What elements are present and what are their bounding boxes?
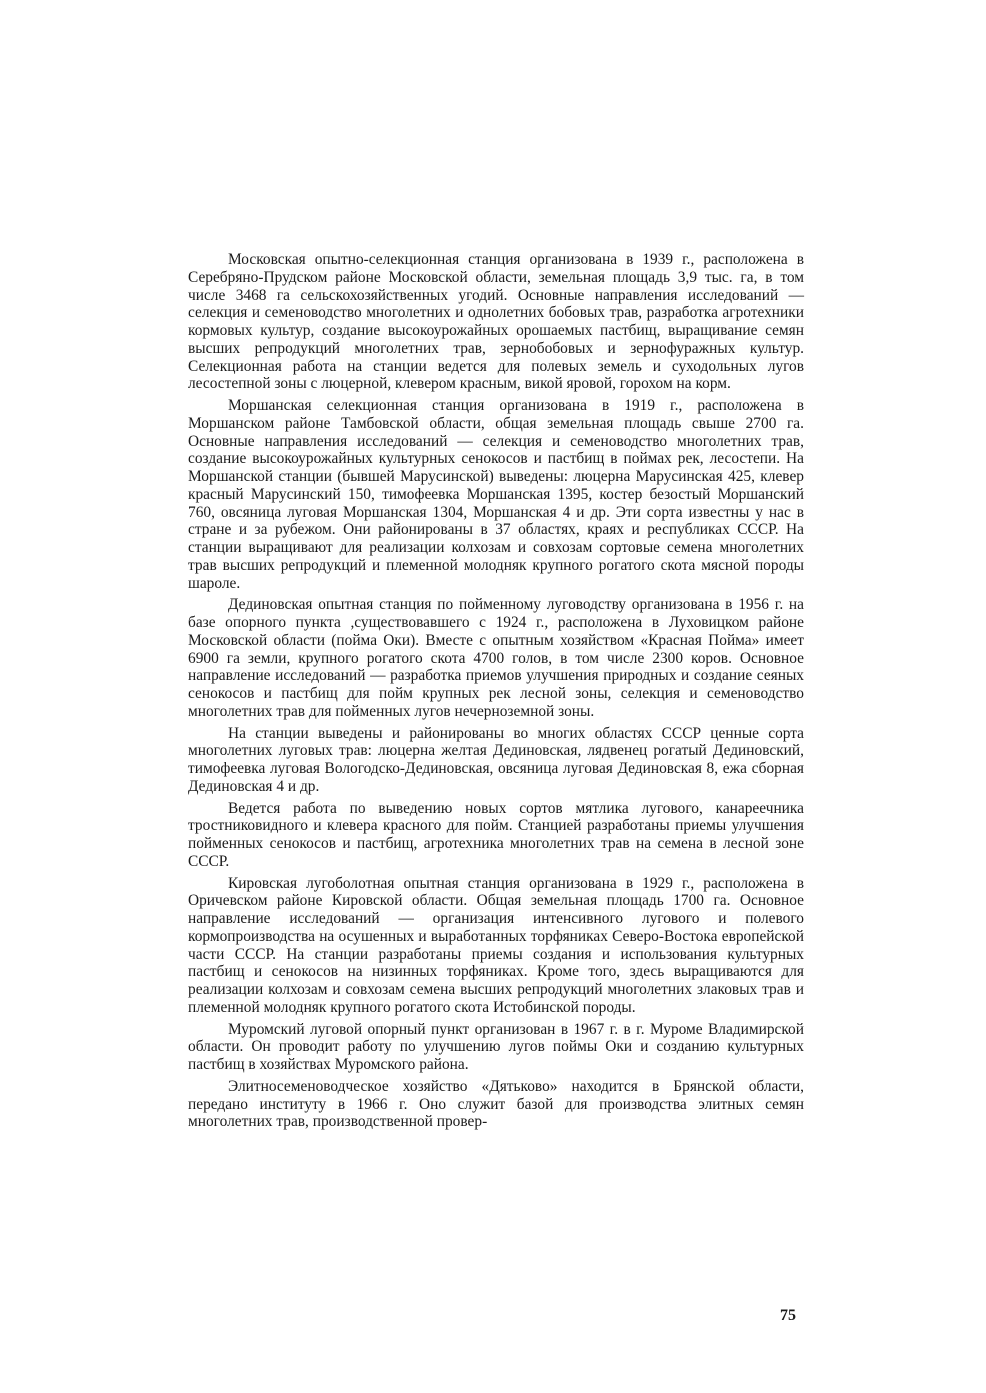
paragraph-dedinovo-station: Дединовская опытная станция по пойменному луговодству организована в 1956 г. на базе опорного пункта ,существовавшего с 1924 г., расположена в Луховицком районе Московской области (пойма Оки). Вместе с опытным хозяйством «Красная Пойма» имеет 6900 га земли, крупного рогатого скота 4700 голов, в том числе 2300 коров. Основное направление исследований — разработка приемов улучшения природных и создание сеяных сенокосов и пастбищ для пойм крупных рек лесной зоны, селекция и семеноводство многолетних трав для пойменных лугов нечерноземной зоны. — [188, 596, 804, 720]
paragraph-morshansk-station: Моршанская селекционная станция организована в 1919 г., расположена в Моршанском районе Тамбовской области, общая земельная площадь свыше 2700 га. Основные направления исследований — селекция и семеноводство многолетних трав, создание высокоурожайных культурных сенокосов и пастбищ в поймах рек, лесостепи. На Моршанской станции (бывшей Марусинской) выведены: люцерна Марусинская 425, клевер красный Марусинский 150, тимофеевка Моршанская 1395, костер безостый Моршанский 760, овсяница луговая Моршанская 1304, Моршанская 4 и др. Эти сорта известны у нас в стране и за рубежом. Они районированы в 37 областях, краях и республиках СССР. На станции выращивают для реализации колхозам и совхозам сортовые семена многолетних трав высших репродукций и племенной молодняк крупного рогатого скота мясной породы шароле. — [188, 397, 804, 592]
paragraph-murom-point: Муромский луговой опорный пункт организован в 1967 г. в г. Муроме Владимирской области. Он проводит работу по улучшению лугов поймы Оки и созданию культурных пастбищ в хозяйствах Муромского района. — [188, 1020, 804, 1073]
paragraph-kirov-station: Кировская лугоболотная опытная станция организована в 1929 г., расположена в Оричевском районе Кировской области. Общая земельная площадь 1700 га. Основное направление исследований — организация интенсивного лугового и полевого кормопроизводства на осушенных и выработанных торфяниках Северо-Востока европейской части СССР. На станции разработаны приемы создания и использования культурных пастбищ и сенокосов на низинных торфяниках. Кроме того, здесь выращиваются для реализации колхозам и совхозам семена высших репродукций многолетних злаковых трав и племенной молодняк крупного рогатого скота Истобинской породы. — [188, 874, 804, 1016]
page-number: 75 — [780, 1307, 796, 1324]
paragraph-dyatkovo-farm: Элитносеменоводческое хозяйство «Дятьково» находится в Брянской области, передано институту в 1966 г. Оно служит базой для производства элитных семян многолетних трав, производственной провер- — [188, 1077, 804, 1131]
paragraph-moscow-station: Московская опытно-селекционная станция организована в 1939 г., расположена в Серебряно-Прудском районе Московской области, земельная площадь 3,9 тыс. га, в том числе 3468 га сельскохозяйственных угодий. Основные направления исследований — селекция и семеноводство многолетних и однолетних бобовых трав, разработка агротехники кормовых культур, создание высокоурожайных орошаемых пастбищ, выращивание семян высших репродукций многолетних трав, зернобобовых и зернофуражных культур. Селекционная работа на станции ведется для полевых земель и суходольных лугов лесостепной зоны с люцерной, клевером красным, викой яровой, горохом на корм. — [188, 251, 804, 393]
body-text — [188, 251, 804, 1135]
paragraph-dedinovo-work: Ведется работа по выведению новых сортов мятлика лугового, канареечника тростниковидного и клевера красного для пойм. Станцией разработаны приемы улучшения пойменных сенокосов и пастбищ, агротехника многолетних трав на семена в лесной зоне СССР. — [188, 799, 804, 870]
paragraph-dedinovo-varieties: На станции выведены и районированы во многих областях СССР ценные сорта многолетних луговых трав: люцерна желтая Дединовская, лядвенец рогатый Дединовский, тимофеевка луговая Вологодско-Дединовская, овсяница луговая Дединовская 8, ежа сборная Дединовская 4 и др. — [188, 724, 804, 795]
